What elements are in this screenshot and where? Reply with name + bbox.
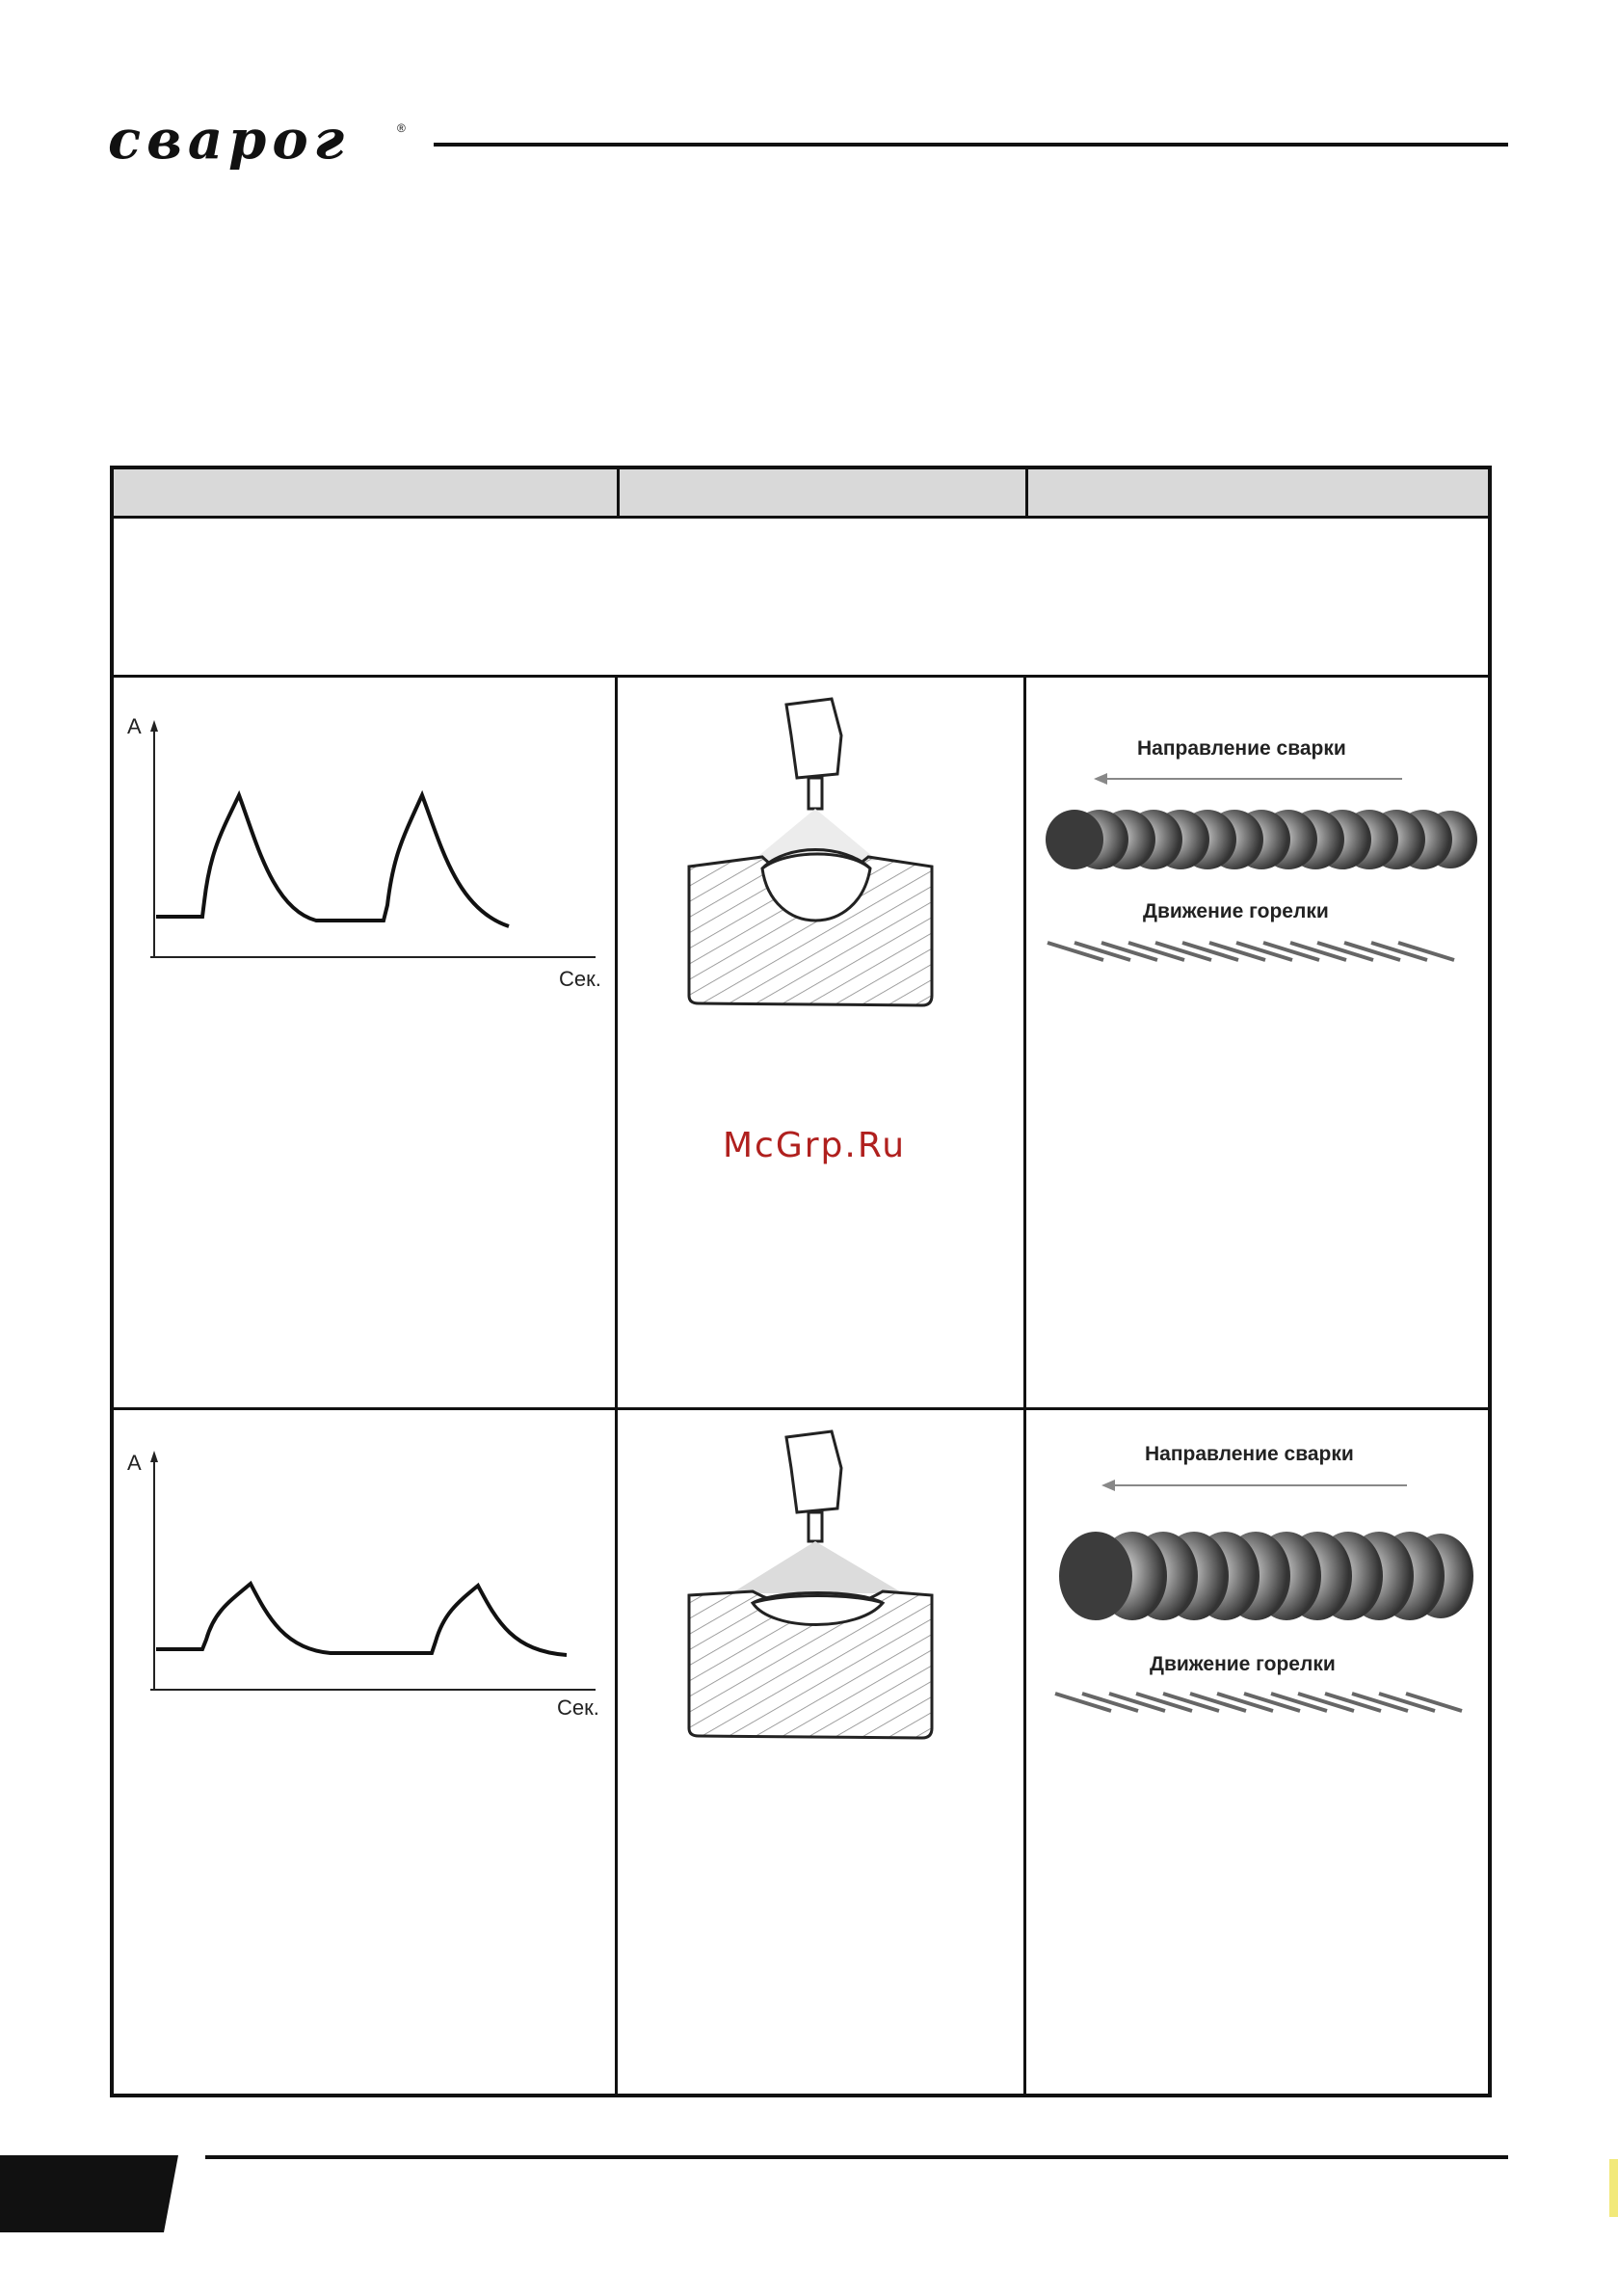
pulse-waveform [156, 1584, 567, 1655]
current-graph-2 [114, 1410, 615, 1728]
logo-text: сварог [108, 108, 351, 172]
electrode [809, 778, 822, 809]
weld-direction-label: Направление сварки [1145, 1443, 1354, 1465]
torch-movement-label: Движение горелки [1150, 1653, 1336, 1675]
watermark: McGrp.Ru [722, 1126, 907, 1165]
torch-zigzag [1055, 1694, 1462, 1711]
bead-ripples [1046, 810, 1477, 869]
bead-ripples [1059, 1532, 1473, 1620]
footer-rule [205, 2155, 1508, 2159]
pulse-waveform [156, 795, 509, 926]
weld-section-1 [618, 678, 1023, 1025]
table-header-col-1 [114, 469, 617, 519]
electrode [809, 1512, 822, 1541]
weld-bead-1 [1026, 678, 1489, 996]
table-header-col-2 [617, 469, 1025, 519]
registered-mark: ® [397, 121, 406, 135]
torch-body [786, 1431, 841, 1512]
torch-movement-label: Движение горелки [1143, 900, 1329, 922]
table-header-col-3 [1025, 469, 1488, 519]
y-axis-arrow [150, 720, 158, 732]
header-rule [434, 143, 1508, 147]
weld-section-2 [618, 1410, 1023, 1757]
page-number-tab [0, 2155, 178, 2232]
weld-bead-2 [1026, 1410, 1489, 1728]
current-graph-1 [114, 678, 615, 996]
weld-direction-label: Направление сварки [1137, 737, 1346, 760]
torch-body [786, 699, 841, 778]
arc-cone [731, 1541, 903, 1593]
graph-y-label: A [127, 1451, 142, 1475]
edge-marker [1609, 2159, 1618, 2217]
brand-logo [108, 108, 407, 172]
y-axis-arrow [150, 1451, 158, 1462]
graph-x-label: Сек. [557, 1695, 599, 1720]
graph-x-label: Сек. [559, 967, 601, 991]
graph-y-label: A [127, 714, 142, 738]
direction-arrow-head [1094, 773, 1107, 785]
torch-zigzag [1048, 943, 1454, 960]
direction-arrow-head [1101, 1480, 1115, 1491]
